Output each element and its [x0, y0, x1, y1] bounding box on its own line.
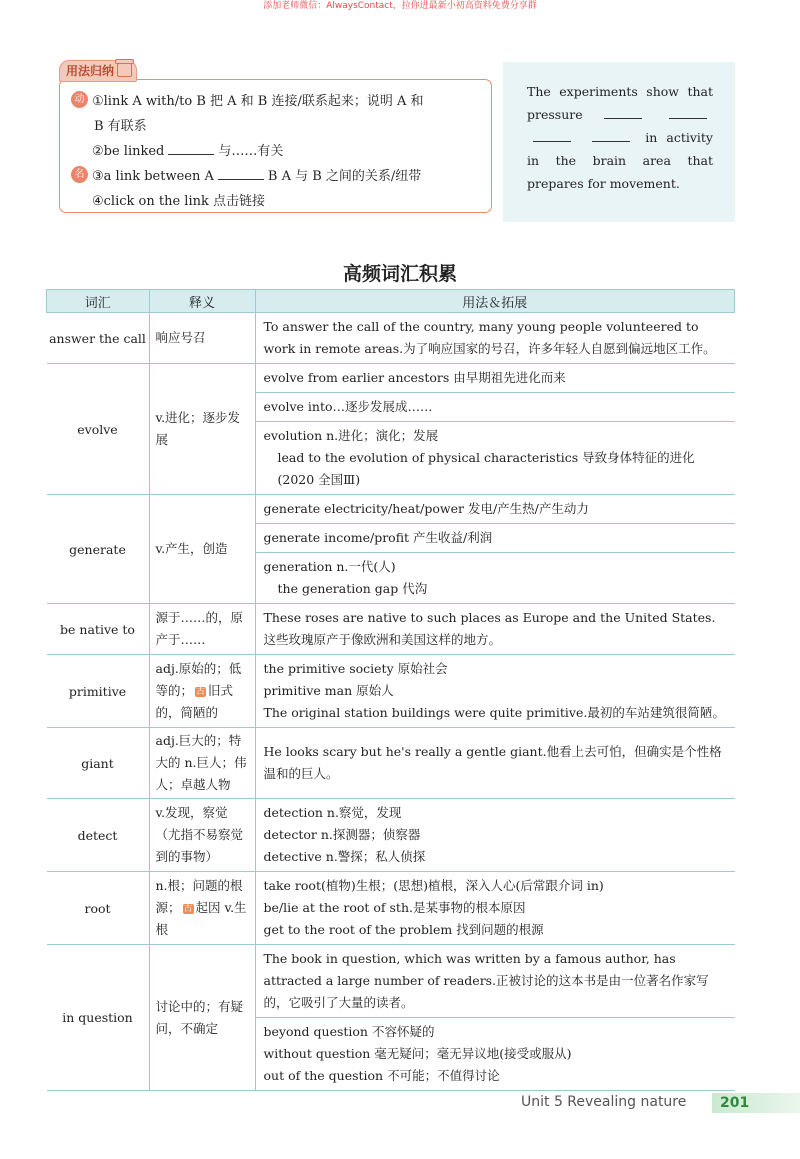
blank-line	[168, 144, 214, 155]
usage-block	[256, 392, 735, 421]
blank-line	[669, 108, 707, 119]
usage-line-3-pre: ③a link between A	[92, 169, 214, 184]
vocab-word: in question	[47, 945, 150, 1091]
usage-block	[256, 1017, 735, 1090]
usage-block	[256, 495, 735, 523]
vocab-usage	[255, 728, 735, 799]
exercise-text-a: The experiments show that pressure	[527, 84, 713, 122]
vocab-meaning	[149, 655, 255, 728]
vocab-meaning: adj.巨大的；特大的 n.巨人；伟人；卓越人物	[149, 728, 255, 799]
section-title: 高频词汇积累	[342, 263, 457, 285]
usage-line-3	[92, 165, 421, 184]
vocab-usage	[255, 945, 735, 1091]
vocab-usage	[255, 655, 735, 728]
usage-summary-box	[59, 79, 492, 213]
blank-line	[592, 131, 630, 142]
usage-line: be/lie at the root of sth.是某事物的根本原因	[263, 900, 526, 915]
ancient-meaning-tag: 古	[183, 903, 193, 914]
vocabulary-table	[46, 289, 735, 1091]
usage-line: the primitive society 原始社会	[263, 661, 448, 676]
usage-line: To answer the call of the country, many young people volunteered to work in remote areas.为了响应国家的号召，许多年轻人自愿到偏远地区工作。	[263, 319, 716, 356]
vocab-usage	[255, 872, 735, 945]
vocab-word: root	[47, 872, 150, 945]
meaning-part-a: n.根；问题的根源；	[155, 878, 243, 915]
usage-line: The book in question, which was written by a famous author, has attracted a large number of readers.正被讨论的这本书是由一位著名作家写的，它吸引了大量的读者。	[263, 951, 709, 1010]
top-promo-note: 添加老师微信：AlwaysContact，拉你进最新小初高资料免费分享群	[263, 1, 537, 11]
vocab-meaning: v.产生，创造	[149, 495, 255, 604]
usage-line: evolve from earlier ancestors 由早期祖先进化而来	[263, 370, 566, 385]
vocab-word: detect	[47, 799, 150, 872]
exercise-box	[503, 62, 735, 222]
header-meaning: 释义	[149, 290, 255, 313]
vocab-word: primitive	[47, 655, 150, 728]
page-number: 201	[712, 1093, 800, 1113]
blank-line	[604, 108, 642, 119]
meaning-part-a: adj.原始的；低等的；	[155, 661, 242, 698]
usage-block	[256, 655, 735, 727]
usage-line-2-post: 与……有关	[218, 144, 284, 159]
table-row	[47, 604, 735, 655]
usage-line-4: ④click on the link 点击链接	[92, 194, 265, 209]
usage-line-1: ①link A with/to B 把 A 和 B 连接/联系起来；说明 A 和	[92, 94, 424, 109]
usage-line: beyond question 不容怀疑的	[263, 1024, 435, 1039]
table-row	[47, 872, 735, 945]
usage-line: generate electricity/heat/power 发电/产生热/产生动力	[263, 501, 589, 516]
usage-line: These roses are native to such places as Europe and the United States.这些玫瑰原产于像欧洲和美国这样的地方。	[263, 610, 716, 647]
usage-line-1-cont: B 有联系	[94, 119, 147, 134]
usage-line: detector n.探测器；侦察器	[263, 827, 421, 842]
usage-line: out of the question 不可能；不值得讨论	[263, 1068, 500, 1083]
usage-line: lead to the evolution of physical characteristics 导致身体特征的进化(2020 全国Ⅲ)	[277, 450, 695, 487]
footer-unit-title: Unit 5 Revealing nature	[521, 1094, 687, 1110]
gift-icon	[117, 63, 132, 77]
meaning-part-b: 起因 v.生根	[155, 900, 247, 937]
usage-line: detection n.察觉，发现	[263, 805, 402, 820]
vocab-meaning: v.进化；逐步发展	[149, 364, 255, 495]
vocab-meaning: 响应号召	[149, 313, 255, 364]
verb-badge: 动	[71, 91, 88, 108]
usage-summary-tag-label: 用法归纳	[66, 64, 115, 78]
usage-line: generate income/profit 产生收益/利润	[263, 530, 493, 545]
usage-line: without question 毫无疑问；毫无异议地(接受或服从)	[263, 1046, 572, 1061]
usage-line-2-pre: ②be linked	[92, 144, 165, 159]
usage-line: detective n.警探；私人侦探	[263, 849, 426, 864]
usage-line: generation n.一代(人)	[263, 559, 396, 574]
usage-block	[256, 604, 735, 654]
table-row	[47, 655, 735, 728]
blank-line	[218, 169, 264, 180]
usage-line: get to the root of the problem 找到问题的根源	[263, 922, 544, 937]
vocab-meaning: v.发现，察觉（尤指不易察觉到的事物）	[149, 799, 255, 872]
usage-block	[256, 523, 735, 552]
usage-line: primitive man 原始人	[263, 683, 394, 698]
vocab-usage	[255, 604, 735, 655]
table-row	[47, 364, 735, 495]
usage-line: The original station buildings were quite primitive.最初的车站建筑很简陋。	[263, 705, 725, 720]
meaning-part-b: 旧式的，简陋的	[155, 683, 234, 720]
noun-badge: 名	[71, 166, 88, 183]
blank-line	[533, 131, 571, 142]
vocab-word: answer the call	[47, 313, 150, 364]
usage-line: evolution n.进化；演化；发展	[263, 428, 439, 443]
vocab-meaning: 源于……的，原产于……	[149, 604, 255, 655]
header-usage: 用法＆拓展	[255, 290, 735, 313]
usage-block	[256, 872, 735, 944]
vocab-usage	[255, 495, 735, 604]
vocab-usage	[255, 799, 735, 872]
vocab-word: generate	[47, 495, 150, 604]
usage-block	[256, 945, 735, 1017]
header-word: 词汇	[47, 290, 150, 313]
usage-line: He looks scary but he's really a gentle giant.他看上去可怕，但确实是个性格温和的巨人。	[263, 744, 722, 781]
usage-block	[256, 313, 735, 363]
usage-line-2	[92, 140, 283, 159]
table-row	[47, 799, 735, 872]
usage-line: take root(植物)生根；(思想)植根，深入人心(后常跟介词 in)	[263, 878, 604, 893]
vocab-word: evolve	[47, 364, 150, 495]
vocab-word: giant	[47, 728, 150, 799]
table-row	[47, 728, 735, 799]
vocab-usage	[255, 364, 735, 495]
usage-block	[256, 738, 735, 788]
usage-block	[256, 552, 735, 603]
vocab-meaning: 讨论中的；有疑问，不确定	[149, 945, 255, 1091]
table-row	[47, 945, 735, 1091]
table-row	[47, 495, 735, 604]
usage-block	[256, 799, 735, 871]
usage-line-3-post: B A 与 B 之间的关系/纽带	[267, 169, 422, 184]
usage-block	[256, 364, 735, 392]
table-row	[47, 313, 735, 364]
usage-block	[256, 421, 735, 494]
usage-summary-tag	[59, 60, 137, 82]
usage-line: evolve into…逐步发展成……	[263, 399, 433, 414]
vocab-word: be native to	[47, 604, 150, 655]
vocab-meaning	[149, 872, 255, 945]
usage-line: the generation gap 代沟	[277, 581, 428, 596]
vocab-usage	[255, 313, 735, 364]
ancient-meaning-tag: 古	[196, 686, 206, 697]
exercise-text-b: in activity in the brain area that prepares for movement.	[527, 130, 713, 191]
table-header-row	[47, 290, 735, 313]
